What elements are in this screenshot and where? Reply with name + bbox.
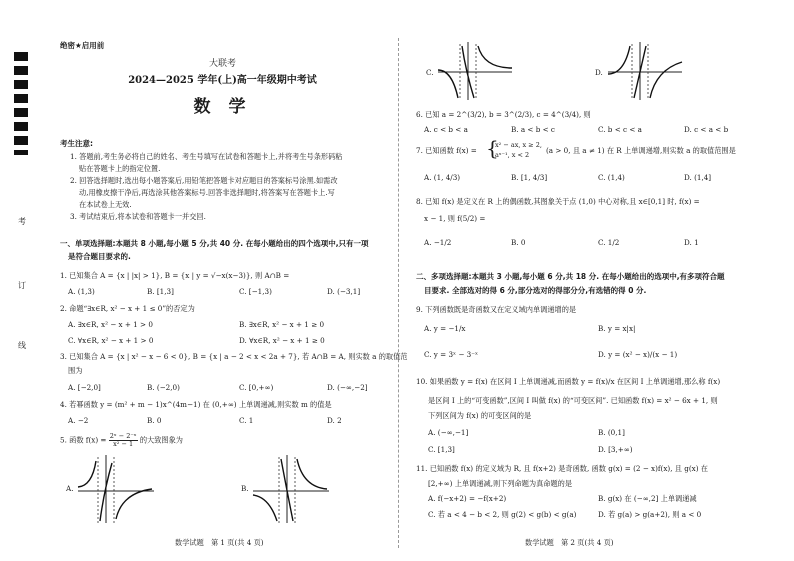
q2-option-a: A. ∃x∈R, x² − x + 1 > 0 — [68, 320, 153, 329]
q5-graph-a — [76, 453, 156, 525]
q2-stem: 2. 命题“∃x∈R, x² − x + 1 ≤ 0”的否定为 — [60, 304, 195, 313]
q3-option-d: D. (−∞,−2] — [327, 383, 368, 392]
q2-option-c: C. ∀x∈R, x² − x + 1 > 0 — [68, 336, 154, 345]
q10-stem-cont2: 下列区间为 f(x) 的可变区间的是 — [428, 411, 532, 420]
section2-title-cont: 目要求. 全部选对的得 6 分,部分选对的得部分分,有选错的得 0 分. — [424, 286, 647, 295]
q7-option-d: D. (1,4] — [684, 173, 712, 182]
q11-stem-cont: [2,+∞) 上单调递减,则下列命题为真命题的是 — [428, 479, 573, 488]
note-line: 3. 考试结束后,将本试卷和答题卡一并交回. — [70, 212, 206, 221]
q8-option-d: D. 1 — [684, 238, 699, 247]
q7-case-2: aˣ⁻¹, x < 2 — [495, 151, 530, 159]
q5-option-b-label: B. — [241, 484, 249, 493]
q9-option-d: D. y = (x² − x)/(x − 1) — [598, 350, 678, 359]
q7-option-a: A. (1, 4/3) — [424, 173, 461, 182]
q7-brace: { — [486, 136, 499, 160]
q10-stem-cont: 是区间 I 上的“可变函数”,区间 I 叫做 f(x) 的“可变区间”. 已知函数 f(x) = x² − 6x + 1, 则 — [428, 396, 718, 405]
q8-option-a: A. −1/2 — [424, 238, 452, 247]
secret-label: 绝密★启用前 — [60, 41, 105, 50]
q6-option-a: A. c < b < a — [424, 125, 468, 134]
q8-stem: 8. 已知 f(x) 是定义在 R 上的偶函数,其图象关于点 (1,0) 中心对称,且 x∈[0,1] 时, f(x) = — [416, 197, 700, 206]
footer-left: 数学试题 第 1 页(共 4 页) — [175, 538, 264, 547]
q8-option-c: C. 1/2 — [598, 238, 620, 247]
q1-option-d: D. (−3,1] — [327, 287, 361, 296]
exam-org: 大联考 — [208, 59, 236, 69]
q9-option-a: A. y = −1/x — [424, 324, 466, 333]
q5-stem-pre: 5. 函数 f(x) = — [60, 435, 107, 445]
q5-graph-b — [251, 453, 331, 525]
q3-option-b: B. (−2,0) — [147, 383, 180, 392]
footer-right: 数学试题 第 2 页(共 4 页) — [525, 538, 614, 547]
q3-stem: 3. 已知集合 A = {x | x² − x − 6 < 0}, B = {x | a − 2 < x < 2a + 7}, 若 A∩B = A, 则实数 a 的取值范 — [60, 352, 408, 361]
margin-label: 订 — [18, 281, 26, 290]
q7-option-b: B. [1, 4/3] — [511, 173, 548, 182]
q6-stem: 6. 已知 a = 2^(3/2), b = 3^(2/3), c = 4^(3/4), 则 — [416, 110, 591, 119]
margin-label: 考 — [18, 217, 26, 226]
q6-option-c: C. b < c < a — [598, 125, 642, 134]
q10-option-b: B. (0,1] — [598, 428, 625, 437]
q9-option-c: C. y = 3ˣ − 3⁻ˣ — [424, 350, 479, 359]
binding-mark — [14, 136, 28, 145]
q7-case-1: x² − ax, x ≥ 2, — [495, 141, 542, 149]
q8-option-b: B. 0 — [511, 238, 526, 247]
q11-option-b: B. g(x) 在 (−∞,2] 上单调递减 — [598, 494, 697, 503]
q9-option-b: B. y = x|x| — [598, 324, 636, 333]
section-title-cont: 是符合题目要求的. — [68, 252, 131, 261]
q5-fraction — [109, 433, 138, 448]
q5-numerator: 2ˣ − 2⁻ˣ — [109, 432, 137, 440]
note-line: 贴在答题卡上的指定位置. — [79, 164, 161, 173]
q1-option-b: B. [1,3] — [147, 287, 174, 296]
q9-stem: 9. 下列函数既是奇函数又在定义域内单调递增的是 — [416, 305, 577, 314]
q3-option-c: C. [0,+∞) — [239, 383, 274, 392]
q7-option-c: C. (1,4) — [598, 173, 625, 182]
q6-option-b: B. a < b < c — [511, 125, 555, 134]
q11-option-c: C. 若 a < 4 − b < 2, 则 g(2) < g(b) < g(a) — [428, 510, 577, 519]
binding-mark — [14, 150, 28, 155]
q11-stem: 11. 已知函数 f(x) 的定义域为 R, 且 f(x+2) 是奇函数, 函数 g(x) = (2 − x)f(x), 且 g(x) 在 — [416, 464, 708, 473]
note-line: 动,用橡皮擦干净后,再选涂其他答案标号.回答非选择题时,将答案写在答题卡上.写 — [79, 188, 335, 197]
q5-stem — [60, 433, 183, 448]
q1-option-a: A. (1,3) — [68, 287, 95, 296]
q3-stem-cont: 围为 — [68, 366, 83, 375]
q5-option-c-label: C. — [426, 68, 434, 77]
q4-option-b: B. 0 — [147, 416, 162, 425]
q1-stem: 1. 已知集合 A = {x | |x| > 1}, B = {x | y = √−x(x−3)}, 则 A∩B = — [60, 271, 290, 280]
q2-option-d: D. ∀x∈R, x² − x + 1 ≥ 0 — [239, 336, 325, 345]
q11-option-a: A. f(−x+2) = −f(x+2) — [428, 494, 507, 503]
binding-mark — [14, 122, 28, 131]
q3-option-a: A. [−2,0] — [68, 383, 101, 392]
q10-option-c: C. [1,3] — [428, 445, 455, 454]
q4-option-a: A. −2 — [68, 416, 89, 425]
q7-stem: 7. 已知函数 f(x) = — [416, 146, 477, 155]
exam-title: 2024—2025 学年(上)高一年级期中考试 — [128, 75, 317, 86]
q5-option-d-label: D. — [595, 68, 603, 77]
q5-graph-c — [436, 40, 514, 102]
q4-option-c: C. 1 — [239, 416, 254, 425]
q7-stem-post: (a > 0, 且 a ≠ 1) 在 R 上单调递增,则实数 a 的取值范围是 — [546, 146, 736, 155]
q8-stem-cont: x − 1, 则 f(5/2) = — [424, 214, 486, 223]
q6-option-d: D. c < a < b — [684, 125, 729, 134]
notes-title: 考生注意: — [60, 139, 93, 148]
subject-title: 数 学 — [193, 97, 252, 117]
q10-stem: 10. 如果函数 y = f(x) 在区间 I 上单调递减,而函数 y = f(x)/x 在区间 I 上单调递增,那么称 f(x) — [416, 377, 721, 386]
q11-option-d: D. 若 g(a) > g(a+2), 则 a < 0 — [598, 510, 702, 519]
q10-option-a: A. (−∞,−1] — [428, 428, 469, 437]
q5-graph-d — [606, 40, 684, 102]
note-line: 在本试卷上无效. — [79, 200, 132, 209]
margin-label: 线 — [18, 341, 26, 350]
q2-option-b: B. ∃x∈R, x² − x + 1 ≥ 0 — [239, 320, 325, 329]
q10-option-d: D. [3,+∞) — [598, 445, 633, 454]
q4-option-d: D. 2 — [327, 416, 342, 425]
q5-stem-post: 的大致图象为 — [139, 435, 183, 445]
section2-title: 二、多项选择题:本题共 3 小题,每小题 6 分,共 18 分. 在每小题给出的选项中,有多项符合题 — [416, 272, 725, 281]
note-line: 2. 回答选择题时,选出每小题答案后,用铅笔把答题卡对应题目的答案标号涂黑.如需改 — [70, 176, 338, 185]
q5-option-a-label: A. — [66, 484, 74, 493]
q5-denominator: x² − 1 — [113, 440, 134, 448]
note-line: 1. 答题前,考生务必将自己的姓名、考生号填写在试卷和答题卡上,并将考生号条形码粘 — [70, 152, 343, 161]
q1-option-c: C. [−1,3) — [239, 287, 272, 296]
q4-stem: 4. 若幂函数 y = (m² + m − 1)x^(4m−1) 在 (0,+∞) 上单调递减,则实数 m 的值是 — [60, 400, 332, 409]
section-title: 一、单项选择题:本题共 8 小题,每小题 5 分,共 40 分. 在每小题给出的四个选项中,只有一项 — [60, 239, 369, 248]
